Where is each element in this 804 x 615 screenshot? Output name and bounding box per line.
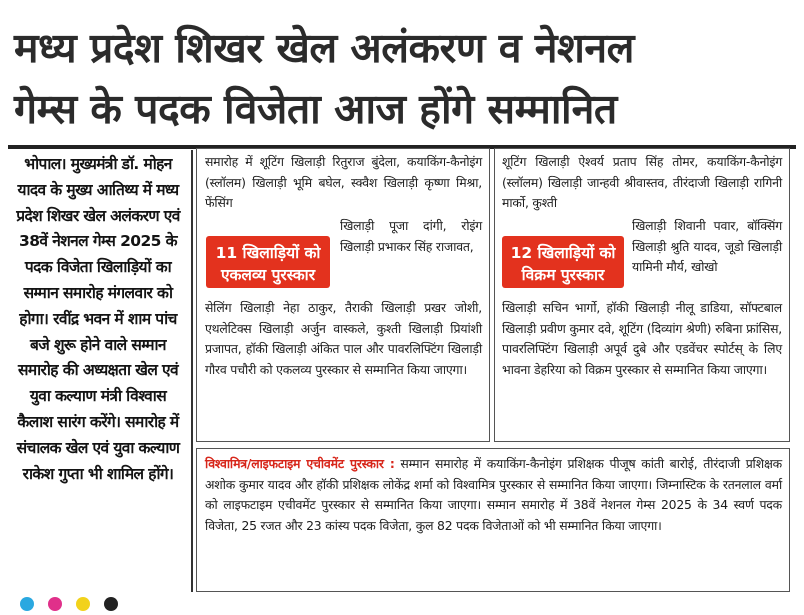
column-divider — [191, 150, 193, 592]
headline — [14, 18, 790, 140]
vikram-text-bottom: खिलाड़ी सचिन भार्गो, हॉकी खिलाड़ी नीलू डाडिया, सॉफ्टबाल खिलाड़ी प्रवीण कुमार दवे, शूटिंग (दिव्यांग श्रेणी) रुबिना फ्रांसिस, पावरलिफ्टिंग खिलाड़ी अपूर्व दुबे और एडवेंचर स्पोर्टस् के लिए भावना डेहरिया को विक्रम पुरस्कार से सम्मानित किया जाएगा। — [502, 300, 782, 377]
magenta-mark — [48, 597, 62, 611]
eklavya-text-top: समारोह में शूटिंग खिलाड़ी रितुराज बुंदेला, कयाकिंग-कैनोइंग (स्लॉलम) खिलाड़ी भूमि बघेल, स्क्वैश खिलाड़ी कृष्णा मिश्रा, फेंसिंग — [205, 154, 482, 211]
headline-line-2: गेम्स के पदक विजेता आज होंगे सम्मानित — [14, 85, 617, 133]
lifetime-text: सम्मान समारोह में कयाकिंग-कैनोइंग प्रशिक्षक पीजूष कांती बारोई, तीरंदाजी प्रशिक्षक अशोक कुमार यादव और हॉकी प्रशिक्षक लोकेंद्र शर्मा को विश्वामित्र पुरस्कार से सम्मानित किया जाएगा। जिम्नास्टिक के रतनलाल वर्मा को लाइफटाइम एचीवमेंट पुरस्कार से सम्मानित किया जाएगा। सम्मान समारोह में 38वें नेशनल गेम्स 2025 के 34 स्वर्ण पदक विजेता, 25 रजत और 23 कांस्य पदक विजेता, कुल 82 पदक विजेताओं को भी सम्मानित किया जाएगा। — [205, 456, 782, 533]
yellow-mark — [76, 597, 90, 611]
eklavya-tag: 11 खिलाड़ियों को एकलव्य पुरस्कार — [206, 236, 330, 288]
vikram-tag: 12 खिलाड़ियों को विक्रम पुरस्कार — [502, 236, 624, 288]
intro-paragraph: भोपाल। मुख्यमंत्री डॉ. मोहन यादव के मुख्य आतिथ्य में मध्य प्रदेश शिखर खेल अलंकरण एवं 38वें नेशनल गेम्स 2025 के पदक विजेता खिलाड़ियों का सम्मान समारोह मंगलवार को होगा। रवींद्र भवन में शाम पांच बजे शुरू होने वाले सम्मान समारोह की अध्यक्षता खेल एवं युवा कल्याण मंत्री विश्वास कैलाश सारंग करेंगे। समारोह में संचालक खेल एवं युवा कल्याण राकेश गुप्ता भी शामिल होंगे। — [16, 155, 180, 483]
black-mark — [104, 597, 118, 611]
lifetime-heading: विश्वामित्र/लाइफटाइम एचीवमेंट पुरस्कार : — [205, 456, 395, 471]
cyan-mark — [20, 597, 34, 611]
headline-line-1: मध्य प्रदेश शिखर खेल अलंकरण व नेशनल — [14, 24, 634, 72]
vikram-text-side: खिलाड़ी शिवानी पवार, बॉक्सिंग खिलाड़ी श्रुति यादव, जूडो खिलाड़ी यामिनी मौर्य, खोखो — [632, 218, 782, 275]
vikram-text-top: शूटिंग खिलाड़ी ऐश्वर्य प्रताप सिंह तोमर, कयाकिंग-कैनोइंग (स्लॉलम) खिलाड़ी जान्हवी श्रीवास्तव, तीरंदाजी खिलाड़ी रागिनी मार्को, कुश्ती — [502, 154, 782, 211]
eklavya-text-side: खिलाड़ी पूजा दांगी, रोइंग खिलाड़ी प्रभाकर सिंह राजावत, — [340, 218, 482, 254]
lifetime-paragraph — [205, 454, 782, 536]
color-registration-marks — [20, 596, 132, 615]
eklavya-text-bottom: सेलिंग खिलाड़ी नेहा ठाकुर, तैराकी खिलाड़ी प्रखर जोशी, एथलेटिक्स खिलाड़ी अर्जुन वास्कले, कुश्ती खिलाड़ी प्रियांशी प्रजापत, हॉकी खिलाड़ी अंकित पाल और पावरलिफ्टिंग खिलाड़ी गौरव पचौरी को एकलव्य पुरस्कार से सम्मानित किया जाएगा। — [205, 300, 482, 377]
